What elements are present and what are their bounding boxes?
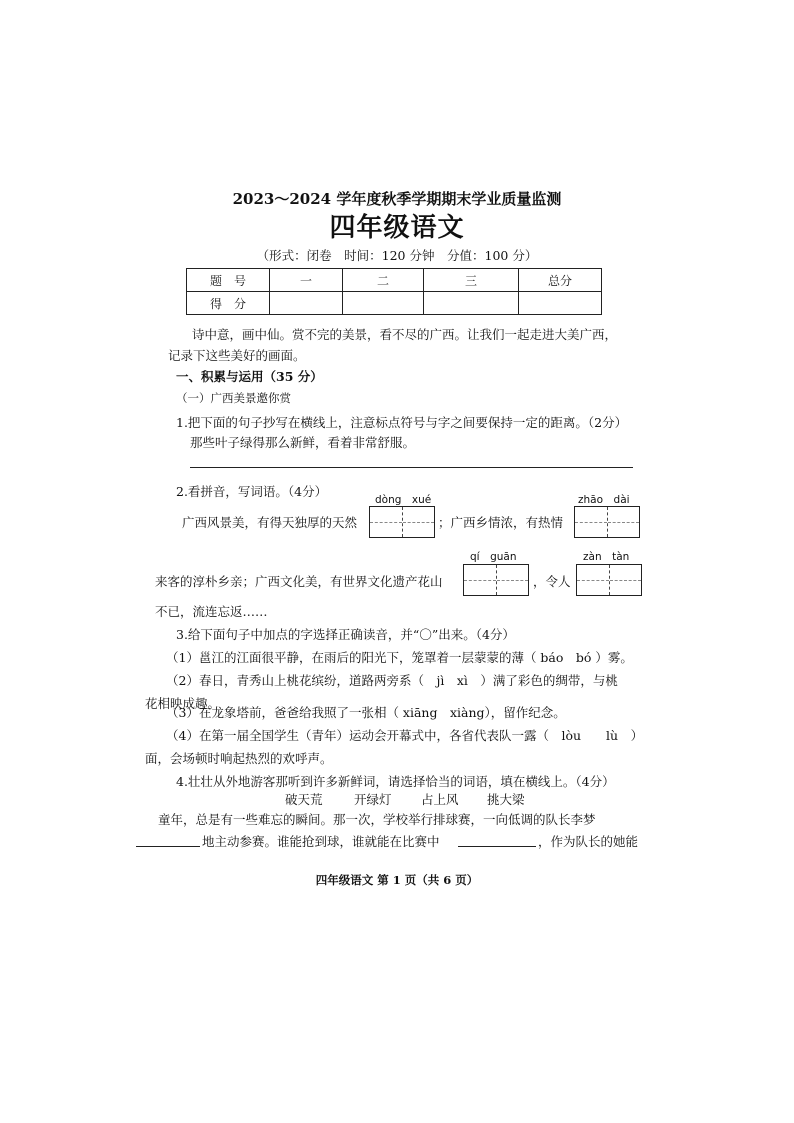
exam-meta: （形式：闭卷 时间：120 分钟 分值：100 分） (256, 248, 538, 263)
score-input-cell[interactable] (343, 292, 424, 315)
question-3-sentence: （3）在龙象塔前，爸爸给我照了一张相（ xiāng xiàng），留作纪念。 (166, 705, 566, 720)
exam-title: 2023～2024 学年度秋季学期期末学业质量监测 (232, 190, 562, 208)
question-4-paragraph: 童年，总是有一些难忘的瞬间。那一次，学校举行排球赛，一向低调的队长李梦 (158, 812, 596, 827)
question-1-prompt: 1.把下面的句子抄写在横线上，注意标点符号与字之间要保持一定的距离。（2分） (176, 415, 628, 430)
question-4-blank[interactable] (136, 846, 200, 847)
question-2-text: 来客的淳朴乡亲；广西文化美，有世界文化遗产花山 (155, 574, 443, 589)
score-cell: 总分 (519, 269, 602, 292)
question-2-text: ；广西乡情浓，有热情 (438, 515, 564, 530)
question-1-answer-line[interactable] (190, 467, 633, 468)
score-cell: 一 (270, 269, 343, 292)
character-box[interactable] (369, 506, 435, 538)
section-heading: 一、积累与运用（35 分） (176, 369, 323, 384)
score-table-header-row (187, 269, 602, 292)
score-table (186, 268, 602, 315)
word-option: 破天荒 (285, 792, 323, 807)
question-2-text: ，令人 (533, 574, 571, 589)
subject-title: 四年级语文 (329, 213, 465, 243)
pinyin-label: zhāo dài (578, 494, 630, 506)
score-input-cell[interactable] (519, 292, 602, 315)
page-footer: 四年级语文 第 1 页（共 6 页） (315, 873, 479, 887)
word-option: 占上风 (421, 792, 459, 807)
pinyin-label: dòng xué (375, 494, 432, 506)
score-input-cell[interactable] (270, 292, 343, 315)
pinyin-label: qí guān (470, 551, 517, 563)
subsection-heading: （一）广西美景邀你赏 (176, 391, 291, 405)
word-option: 开绿灯 (354, 792, 392, 807)
score-cell: 得 分 (187, 292, 270, 315)
score-cell: 二 (343, 269, 424, 292)
pinyin-label: zàn tàn (583, 551, 630, 563)
score-input-cell[interactable] (424, 292, 519, 315)
question-3-sentence: 面，会场顿时响起热烈的欢呼声。 (145, 751, 333, 766)
question-3-sentence: （1）邕江的江面很平静，在雨后的阳光下，笼罩着一层蒙蒙的薄（ báo bó ）雾。 (166, 650, 633, 665)
intro-line: 诗中意，画中仙。赏不完的美景，看不尽的广西。让我们一起走进大美广西， (192, 327, 618, 342)
question-2-text: 广西风景美，有得天独厚的天然 (182, 515, 358, 530)
question-3-sentence: （4）在第一届全国学生（青年）运动会开幕式中，各省代表队一露（ lòu lù ） (166, 728, 644, 743)
score-table-score-row (187, 292, 602, 315)
character-box[interactable] (463, 564, 529, 596)
character-box[interactable] (576, 564, 642, 596)
question-3-sentence: 花相映成趣。 (145, 696, 221, 711)
intro-line: 记录下这些美好的画面。 (168, 348, 306, 363)
score-cell: 三 (424, 269, 519, 292)
question-1-sentence: 那些叶子绿得那么新鲜，看着非常舒服。 (190, 435, 416, 450)
question-4-prompt: 4.壮壮从外地游客那听到许多新鲜词，请选择恰当的词语，填在横线上。（4分） (176, 774, 615, 789)
question-4-paragraph: ，作为队长的她能 (538, 834, 639, 849)
question-3-prompt: 3.给下面句子中加点的字选择正确读音，并“〇”出来。（4分） (176, 627, 515, 642)
question-4-paragraph: 地主动参赛。谁能抢到球，谁就能在比赛中 (202, 834, 440, 849)
score-cell: 题 号 (187, 269, 270, 292)
question-3-sentence: （2）春日，青秀山上桃花缤纷，道路两旁系（ jì xì ）满了彩色的绸带，与桃 (166, 673, 618, 688)
question-2-text: 不已，流连忘返…… (155, 604, 268, 619)
question-2-prompt: 2.看拼音，写词语。（4分） (176, 484, 328, 499)
word-option: 挑大梁 (487, 792, 525, 807)
question-4-blank[interactable] (458, 846, 536, 847)
character-box[interactable] (574, 506, 640, 538)
